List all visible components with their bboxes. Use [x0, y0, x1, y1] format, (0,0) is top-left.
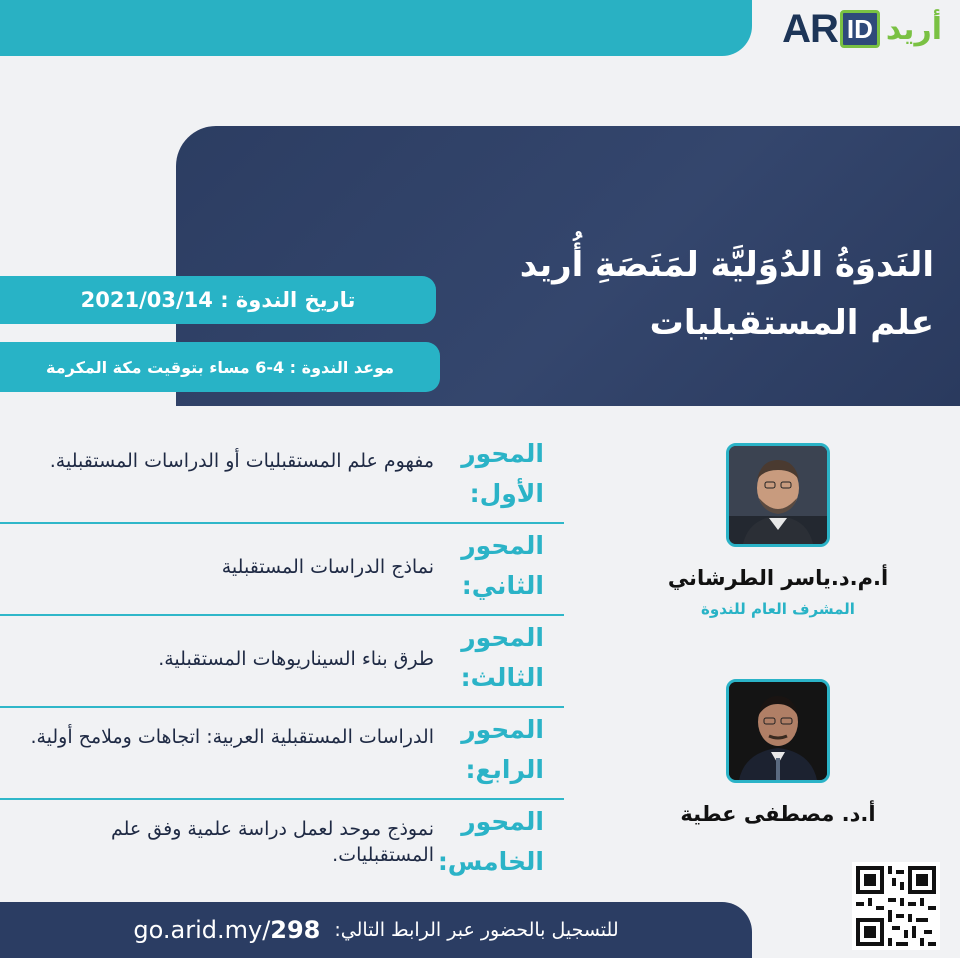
axis-label-line1: المحور [461, 715, 544, 744]
axis-label-line2: الثاني: [461, 571, 544, 600]
axis-row-1 [0, 432, 564, 524]
speaker-2-photo [726, 679, 830, 783]
registration-bar [0, 902, 752, 958]
axis-label [432, 526, 544, 606]
axis-label-line1: المحور [461, 623, 544, 652]
top-banner [0, 0, 752, 56]
axis-label [432, 618, 544, 698]
axis-label-line2: الثالث: [460, 663, 544, 692]
axis-label-line2: الأول: [469, 479, 544, 508]
axis-label [432, 710, 544, 790]
axis-text: طرق بناء السيناريوهات المستقبلية. [158, 648, 434, 670]
axis-label [432, 434, 544, 514]
registration-link[interactable] [133, 916, 320, 944]
axis-label [432, 802, 544, 882]
qr-code[interactable] [852, 862, 940, 950]
axis-label-line2: الرابع: [465, 755, 544, 784]
arid-logo [782, 4, 942, 54]
event-title-line2: علم المستقبليات [649, 303, 934, 343]
registration-link-base: go.arid.my/ [133, 916, 271, 944]
axis-row-2 [0, 524, 564, 616]
axis-text: الدراسات المستقبلية العربية: اتجاهات وملامح أولية. [30, 726, 434, 748]
axis-text: نموذج موحد لعمل دراسة علمية وفق علم المستقبليات. [110, 818, 434, 866]
speaker-2-name: أ.د. مصطفى عطية [680, 802, 876, 826]
axis-label-line1: المحور [461, 439, 544, 468]
axes-list [0, 432, 564, 890]
axis-label-line1: المحور [461, 807, 544, 836]
axis-label-line1: المحور [461, 531, 544, 560]
speaker-1-name: أ.م.د.ياسر الطرشاني [667, 566, 889, 590]
speaker-1-photo [726, 443, 830, 547]
axis-row-5 [0, 800, 564, 890]
event-time: موعد الندوة : 4-6 مساء بتوقيت مكة المكرمة [0, 342, 440, 392]
event-date: تاريخ الندوة : 2021/03/14 [0, 276, 436, 324]
axis-row-4 [0, 708, 564, 800]
speaker-1-role: المشرف العام للندوة [701, 600, 855, 618]
qr-code-icon [852, 862, 940, 950]
logo-arabic-text: أريد [885, 11, 942, 47]
logo-id-text: ID [840, 10, 880, 48]
axis-text: نماذج الدراسات المستقبلية [221, 556, 434, 578]
axis-row-3 [0, 616, 564, 708]
logo-ar-text: AR [782, 6, 838, 51]
registration-label: للتسجيل بالحضور عبر الرابط التالي: [334, 919, 619, 941]
event-title-line1: النَدوَةُ الدُوَليَّة لمَنَصَةِ أُريد [519, 245, 934, 285]
axis-label-line2: الخامس: [437, 847, 544, 876]
axis-text: مفهوم علم المستقبليات أو الدراسات المستقبلية. [49, 450, 434, 472]
event-title [434, 236, 934, 352]
registration-link-code: 298 [270, 916, 321, 944]
